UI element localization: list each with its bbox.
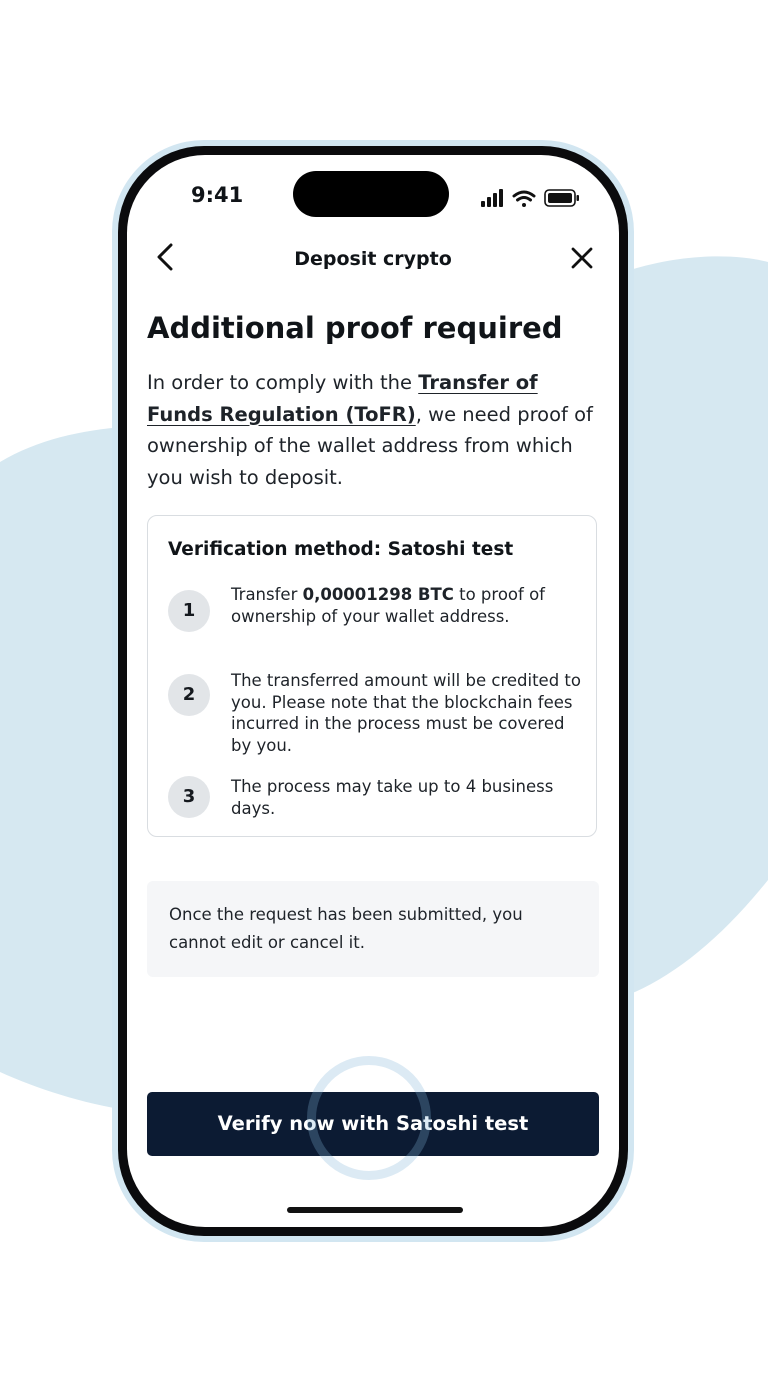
step-text-before: Transfer [231,585,303,604]
page-title: Deposit crypto [294,248,452,270]
status-time: 9:41 [191,183,244,207]
intro-text [147,367,605,493]
info-note: Once the request has been submitted, you cannot edit or cancel it. [147,881,599,977]
step-text: The transferred amount will be credited to you. Please note that the blockchain fees incurred in the process must be covered by you. [231,671,581,755]
step-number: 1 [168,590,210,632]
cellular-signal-icon [481,189,503,207]
battery-icon [545,190,579,206]
verify-now-button[interactable]: Verify now with Satoshi test [147,1092,599,1156]
intro-text-after: , we need proof of ownership of the wallet address from which you wish to deposit. [147,402,593,489]
intro-text-before: In order to comply with the [147,371,419,394]
status-icons [481,188,581,208]
btc-amount: 0,00001298 BTC [302,585,454,604]
verification-card [147,515,597,837]
step-number: 2 [168,674,210,716]
step-text-after: to proof of ownership of your wallet address. [231,585,545,626]
step-text [231,584,583,627]
home-indicator[interactable] [287,1207,463,1213]
verification-title: Verification method: Satoshi test [168,539,514,560]
heading: Additional proof required [147,311,563,345]
step-number: 3 [168,776,210,818]
phone-screen [127,155,619,1227]
dynamic-island [293,171,449,217]
step-text: The process may take up to 4 business days. [231,777,554,818]
close-icon[interactable] [569,245,595,271]
wifi-icon [514,192,534,207]
tofr-link[interactable]: Transfer of Funds Regulation (ToFR) [147,371,538,426]
